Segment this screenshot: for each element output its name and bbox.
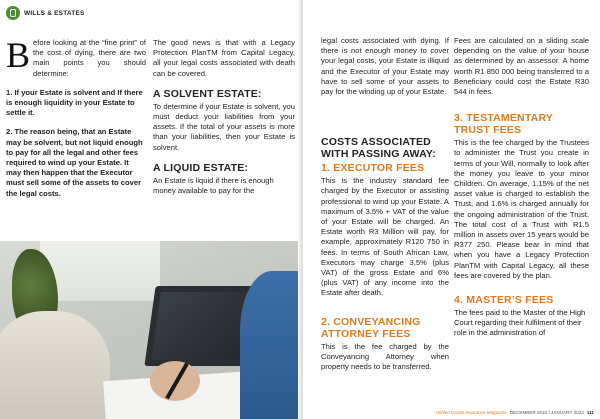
- magazine-name: Unfiled Estate Insurance Magazine: [435, 410, 507, 415]
- solvent-estate-heading: A SOLVENT ESTATE:: [153, 87, 262, 100]
- executor-fees-heading: 1. EXECUTOR FEES: [321, 162, 425, 175]
- testamentary-text: This is the fee charged by the Trustees to administer the Trust you create in terms of your Will, normally to look after the money you leave to your minor Children. On average, 1.15% of the net asset value is charged to establish the Trust, and 1.6% is charged annually for the ongoing administration of the Trust. The total cost of a Trust with R1.5 million in assets over 15 years would be R377 250. Please bear in mind that when you have a Legacy Protection PlanTM with Capital Legacy, all these fees are covered by the plan.: [454, 138, 589, 280]
- masters-fees-text: The fees paid to the Master of the High Court regarding their fulfilment of their role in the administration of: [454, 308, 586, 338]
- issue-date: DECEMBER 2022 / JANUARY 2023: [509, 410, 584, 415]
- executor-fees-text: This is the industry standard fee charged by the Executor or assisting professional to wind up your Estate. A maximum of 3.5% + VAT of the value of your Estate will be charged. An Estate worth R3 Million will pay, for example, approximately R120 750 in fees. In terms of South African Law, Executors may charge 3,5% (plus VAT) of the gross Estate and 6% (plus VAT) of any income into the Estate after death.: [321, 176, 449, 298]
- left-column-2: [153, 38, 295, 205]
- will-document-icon: [6, 6, 20, 20]
- right-page: [303, 0, 600, 419]
- section-title: WILLS & ESTATES: [24, 9, 85, 17]
- sliding-scale-paragraph: Fees are calculated on a sliding scale depending on the value of your house as determined by an assessor. A home worth R1 850 000 being transferred to a Beneficiary could cost the Estate R30 544 in fees.: [454, 36, 589, 97]
- liquid-estate-heading: A LIQUID ESTATE:: [153, 161, 249, 174]
- intro-paragraph: Before looking at the “fine print” of the cost of dying, there are two main points you should determine:: [6, 35, 146, 78]
- testamentary-heading: 3. TESTAMENTARY TRUST FEES: [454, 112, 553, 137]
- good-news-paragraph: The good news is that with a Legacy Protection PlanTM from Capital Legacy, all your legal costs associated with death can be covered.: [153, 38, 295, 78]
- drop-cap: B: [6, 35, 31, 75]
- right-column-1: [321, 36, 449, 381]
- legal-costs-paragraph: legal costs associated with dying. If there is not enough money to cover your legal costs, your Estate is illiquid and the Executor of your Estate may have to sell some of your assets to pay for the winding up of your Estate.: [321, 36, 449, 97]
- page-footer: [435, 410, 594, 415]
- section-header: [6, 6, 85, 20]
- point-2: 2. The reason being, that an Estate may be solvent, but not liquid enough to pay for all the legal and other fees required to wind up your Estate. It may then happen that the Executor must sell some of the assets to cover the legal costs.: [6, 127, 143, 198]
- office-photo: [0, 241, 298, 419]
- costs-heading: COSTS ASSOCIATED WITH PASSING AWAY:: [321, 136, 437, 161]
- liquid-estate-text: An Estate is liquid if there is enough money available to pay for the: [153, 175, 274, 196]
- left-column-1: [6, 35, 146, 208]
- conveyancing-text: This is the fee charged by the Conveyancing Attorney when property needs to be transferred.: [321, 341, 449, 372]
- masters-fees-heading: 4. MASTER’S FEES: [454, 294, 554, 307]
- page-number: 111: [586, 410, 594, 415]
- conveyancing-heading: 2. CONVEYANCING ATTORNEY FEES: [321, 315, 421, 340]
- solvent-estate-text: To determine if your Estate is solvent, you must deduct your liabilities from your assets. If the total of your assets is more than your liabilities, then your Estate is solvent.: [153, 101, 295, 152]
- right-column-2: [454, 36, 589, 348]
- point-1: 1. If your Estate is solvent and If there is enough liquidity in your Estate to settle it.: [6, 87, 143, 118]
